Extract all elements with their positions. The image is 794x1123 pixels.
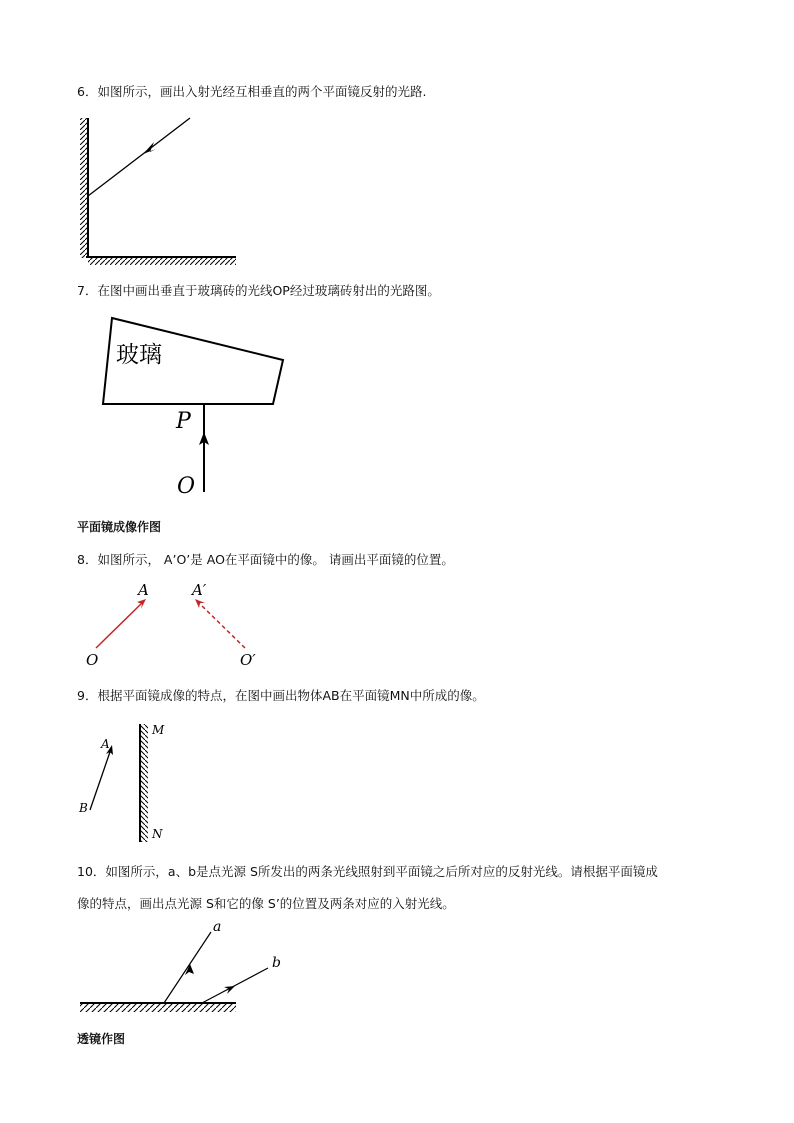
section-heading-lens: 透镜作图 bbox=[77, 1032, 126, 1046]
question-8-text: 8．如图所示， A’O’是 AO在平面镜中的像。 请画出平面镜的位置。 bbox=[77, 552, 454, 567]
question-6-text: 6．如图所示，画出入射光经互相垂直的两个平面镜反射的光路. bbox=[77, 84, 427, 99]
reflected-ray-b bbox=[202, 968, 268, 1003]
label-m: M bbox=[152, 723, 165, 737]
glass-label: 玻璃 bbox=[116, 342, 162, 368]
section-heading-plane-mirror: 平面镜成像作图 bbox=[77, 520, 162, 534]
question-7-text: 7．在图中画出垂直于玻璃砖的光线OP经过玻璃砖射出的光路图。 bbox=[77, 283, 440, 298]
question-10-line-1: 10．如图所示，a、b是点光源 S所发出的两条光线照射到平面镜之后所对应的反射光线。请根据平面镜成 bbox=[77, 864, 658, 879]
question-9-text: 9．根据平面镜成像的特点，在图中画出物体AB在平面镜MN中所成的像。 bbox=[77, 688, 485, 703]
label-b: B bbox=[79, 801, 88, 815]
label-a-prime: A′ bbox=[192, 581, 207, 599]
reflected-ray-a bbox=[164, 932, 211, 1003]
label-a: A bbox=[101, 737, 110, 751]
label-ray-b: b bbox=[272, 955, 281, 971]
question-10-line-2: 像的特点，画出点光源 S和它的像 S’的位置及两条对应的入射光线。 bbox=[77, 896, 455, 911]
label-ray-a: a bbox=[213, 919, 222, 935]
plane-mirror-10 bbox=[80, 1003, 236, 1012]
label-a: A bbox=[138, 581, 149, 599]
label-o-prime: O′ bbox=[240, 651, 256, 669]
label-o: O bbox=[86, 651, 99, 669]
point-o-label: O bbox=[177, 474, 196, 499]
label-n: N bbox=[152, 827, 163, 841]
point-p-label: P bbox=[176, 409, 191, 434]
